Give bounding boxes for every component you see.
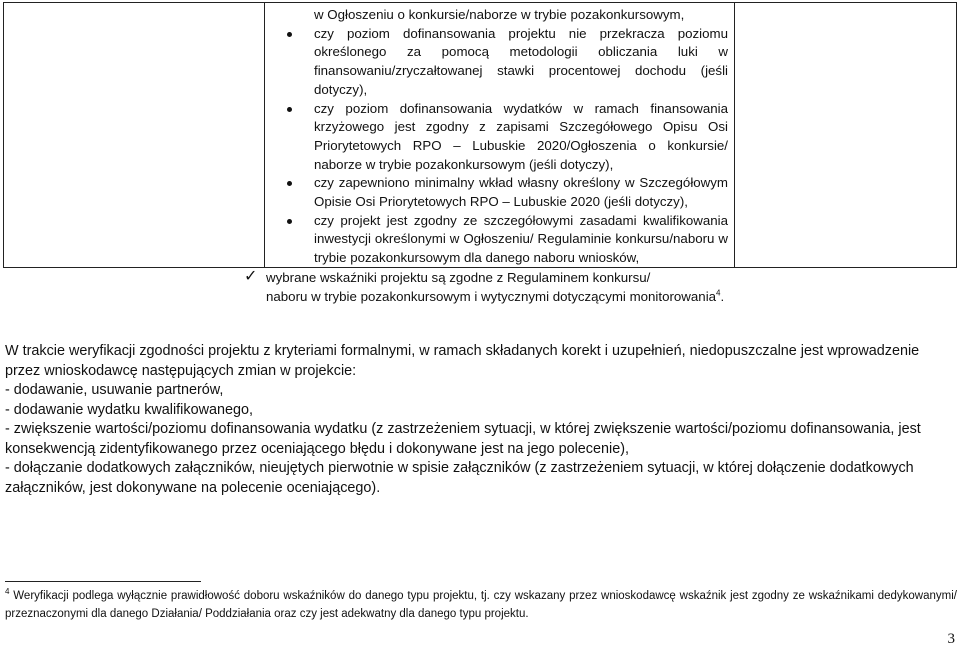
checkmark-icon: ✓ — [244, 267, 258, 285]
check-item-line1: wybrane wskaźniki projektu są zgodne z Regulaminem konkursu/ — [266, 269, 651, 285]
bullet-item — [244, 212, 728, 268]
bullet-item — [244, 100, 728, 175]
list-item: - zwiększenie wartości/poziomu dofinansowania wydatku (z zastrzeżeniem sytuacji, w której zwiększenie wartości/poziomu dofinansowania, jest konsekwencją zidentyfikowanego przez oceniającego błędu i dokonywane jest na jego polecenie), — [5, 421, 921, 457]
bullet-icon — [287, 32, 292, 37]
footnote-text: Weryfikacji podlega wyłącznie prawidłowość doboru wskaźników do danego typu projektu, tj. czy wskazany przez wnioskodawcę wskaźnik jest zgodny ze wskaźnikami dedykowanymi/ przeznaczonymi dla danego Działania/ Poddziałania oraz czy jest adekwatny dla danego typu projektu. — [5, 590, 957, 620]
footnote — [5, 587, 957, 623]
check-item-tail: . — [720, 288, 725, 304]
check-item-line2: naboru w trybie pozakonkursowym i wytycznymi dotyczącymi monitorowania — [266, 288, 717, 304]
bullet-text: czy poziom dofinansowania projektu nie przekracza poziomu określonego za pomocą metodologii obliczania luki w finansowaniu/zryczałtowanej stawki procentowej dochodu (jeśli dotyczy), — [314, 25, 728, 97]
page-number: 3 — [947, 631, 955, 647]
bullet-icon — [287, 181, 292, 186]
bullet-text: czy zapewniono minimalny wkład własny określony w Szczegółowym Opisie Osi Priorytetowych RPO – Lubuskie 2020 (jeśli dotyczy), — [314, 175, 728, 210]
footnote-separator — [5, 581, 201, 582]
bullet-icon — [287, 107, 292, 112]
check-item — [244, 269, 728, 306]
bullet-item — [244, 174, 728, 211]
body-text — [5, 342, 957, 498]
bullet-icon — [287, 219, 292, 224]
footnote-number: 4 — [5, 587, 10, 597]
list-item: - dodawanie wydatku kwalifikowanego, — [5, 401, 253, 418]
cell-first-line: w Ogłoszeniu o konkursie/naborze w trybie pozakonkursowym, — [314, 7, 685, 22]
criteria-table — [3, 2, 957, 304]
list-item: - dołączanie dodatkowych załączników, nieujętych pierwotnie w spisie załączników (z zastrzeżeniem sytuacji, w której dołączenie dodatkowych załączników, jest dokonywane na polecenie oceniającego). — [5, 460, 914, 496]
list-item: - dodawanie, usuwanie partnerów, — [5, 382, 224, 398]
bullet-text: czy poziom dofinansowania wydatków w ramach finansowania krzyżowego jest zgodny z zapisami Szczegółowego Opisu Osi Priorytetowych RPO – Lubuskie 2020/Ogłoszenia o konkursie/ naborze w trybie pozakonkursowym (jeśli dotyczy), — [314, 100, 728, 172]
bullet-text: czy projekt jest zgodny ze szczegółowymi zasadami kwalifikowania inwestycji określonymi w Ogłoszeniu/ Regulaminie konkursu/naboru w trybie pozakonkursowym dla danego naboru wniosków, — [314, 212, 728, 266]
body-paragraph: W trakcie weryfikacji zgodności projektu z kryteriami formalnymi, w ramach składanych korekt i uzupełnień, niedopuszczalne jest wprowadzenie przez wnioskodawcę następujących zmian w projekcie: — [5, 343, 920, 379]
table-cell-content — [244, 6, 728, 306]
footnote-ref: 4 — [716, 288, 721, 298]
bullet-item — [244, 25, 728, 100]
